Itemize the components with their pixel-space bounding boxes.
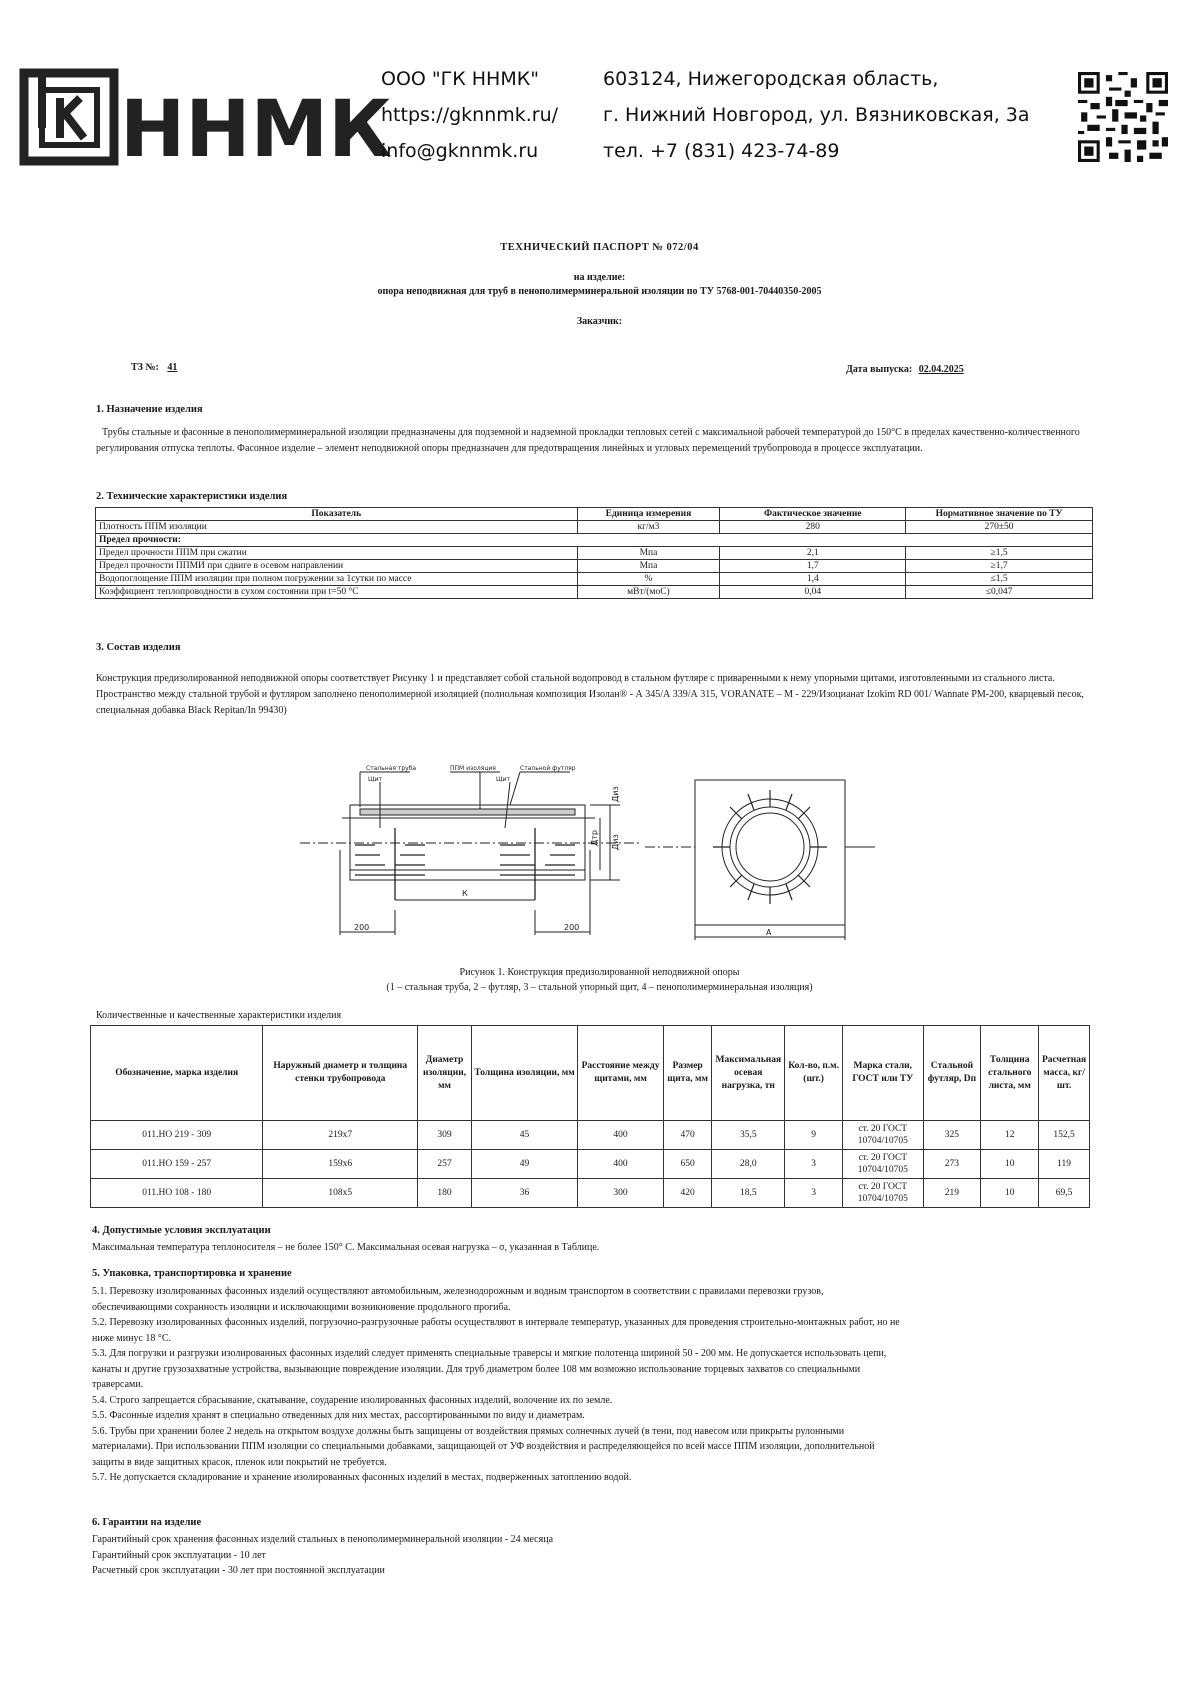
- company-website-link[interactable]: https://gknnmk.ru/: [381, 104, 559, 126]
- label-diz-top: Диз: [611, 786, 620, 802]
- table-row: [96, 547, 1093, 560]
- table-cell: 35,5: [712, 1121, 785, 1150]
- tz-label: ТЗ №:: [131, 362, 159, 373]
- company-name: ООО "ГК ННМК": [381, 68, 539, 90]
- address-line-2: г. Нижний Новгород, ул. Вязниковская, 3а: [603, 104, 1030, 126]
- column-header: Фактическое значение: [720, 508, 906, 521]
- table-cell: 28,0: [712, 1150, 785, 1179]
- table-cell: ст. 20 ГОСТ 10704/10705: [843, 1150, 924, 1179]
- text-line: Гарантийный срок хранения фасонных изделий стальных в пенополимерминеральной изоляции - 24 месяца: [92, 1534, 554, 1545]
- table-row: [96, 573, 1093, 586]
- table-cell: ст. 20 ГОСТ 10704/10705: [843, 1121, 924, 1150]
- table-cell: 270±50: [906, 521, 1093, 534]
- table-cell: 650: [663, 1150, 712, 1179]
- table-cell: 257: [418, 1150, 472, 1179]
- issue-date-field: [846, 364, 964, 375]
- figure-caption: Рисунок 1. Конструкция предизолированной неподвижной опоры: [459, 967, 740, 978]
- table-row: [96, 586, 1093, 599]
- section-1-text: Трубы стальные и фасонные в пенополимерминеральной изоляции предназначены для подземной и надземной прокладки тепловых сетей с максимальной рабочей температурой до 150°С в пределах качественно-количественного регулирования отпуска теплоты. Фасонное изделие – элемент неподвижной опоры предназначен для предотвращения линейных и угловых перемещений трубопровода в процессе эксплуатации.: [96, 427, 1080, 454]
- table-cell: 011.НО 159 - 257: [91, 1150, 263, 1179]
- table-cell: 10: [981, 1179, 1039, 1208]
- column-header: Единица измерения: [577, 508, 720, 521]
- table-cell: ≤1,5: [906, 573, 1093, 586]
- text-line: Расчетный срок эксплуатации - 30 лет при постоянной эксплуатации: [92, 1565, 385, 1576]
- table-cell: 119: [1039, 1150, 1090, 1179]
- logo-text: ННМК: [120, 85, 392, 175]
- column-header: Марка стали, ГОСТ или ТУ: [843, 1026, 924, 1121]
- table-cell: 219х7: [263, 1121, 418, 1150]
- text-line: траверсами.: [92, 1379, 144, 1390]
- support-drawing: [300, 750, 880, 945]
- table-cell: 0,04: [720, 586, 906, 599]
- table-cell: Предел прочности ППМ при сжатии: [96, 547, 578, 560]
- text-line: 5.7. Не допускается складирование и хранение изолированных фасонных изделий в местах, подверженных затоплению водой.: [92, 1472, 632, 1483]
- label-shield-1: Щит: [368, 776, 382, 783]
- table-cell: 219: [923, 1179, 981, 1208]
- logo-mark-icon: [22, 68, 392, 175]
- column-header: Расстояние между щитами, мм: [578, 1026, 664, 1121]
- column-header: Размер щита, мм: [663, 1026, 712, 1121]
- table-cell: 273: [923, 1150, 981, 1179]
- tz-value: 41: [167, 362, 178, 373]
- table-cell: 49: [471, 1150, 577, 1179]
- section-3-heading: 3. Состав изделия: [96, 642, 181, 653]
- table-cell: %: [577, 573, 720, 586]
- column-header: Толщина изоляции, мм: [471, 1026, 577, 1121]
- table-row: [91, 1121, 1090, 1150]
- company-logo: [22, 68, 392, 175]
- table-cell: 45: [471, 1121, 577, 1150]
- column-header: Кол-во, п.м. (шт.): [785, 1026, 843, 1121]
- company-contacts: [381, 61, 558, 169]
- table-cell: 108х5: [263, 1179, 418, 1208]
- table-cell: 10: [981, 1150, 1039, 1179]
- table-cell: 18,5: [712, 1179, 785, 1208]
- section-4-text: Максимальная температура теплоносителя – не более 150° С. Максимальная осевая нагрузка – σ, указанная в Таблице.: [92, 1242, 600, 1253]
- table-cell: 36: [471, 1179, 577, 1208]
- text-line: защиты в виде защитных красок, пленок или покрытий не требуется.: [92, 1456, 387, 1468]
- column-header: Максимальная осевая нагрузка, тн: [712, 1026, 785, 1121]
- column-header: Расчетная масса, кг/шт.: [1039, 1026, 1090, 1121]
- label-steel-casing: Стальной футляр: [520, 765, 576, 772]
- label-ppm-insulation: ППМ изоляция: [450, 765, 496, 772]
- table-cell: 325: [923, 1121, 981, 1150]
- table-cell: Водопоглощение ППМ изоляции при полном погружении за 1сутки по массе: [96, 573, 578, 586]
- table-cell: 309: [418, 1121, 472, 1150]
- table-cell: 69,5: [1039, 1179, 1090, 1208]
- customer-label: Заказчик:: [576, 316, 623, 327]
- table-cell: кг/м3: [577, 521, 720, 534]
- subject-text: опора неподвижная для труб в пенополимерминеральной изоляции по ТУ 5768-001-70440350-2005: [377, 286, 822, 297]
- table-cell: 3: [785, 1150, 843, 1179]
- table-cell: 3: [785, 1179, 843, 1208]
- label-200-left: 200: [354, 923, 370, 932]
- text-line: Гарантийный срок эксплуатации - 10 лет: [92, 1549, 266, 1561]
- column-header: Наружный диаметр и толщина стенки трубопровода: [263, 1026, 418, 1121]
- table-row: [96, 560, 1093, 573]
- table-header-row: [91, 1026, 1090, 1121]
- table-cell: 011.НО 219 - 309: [91, 1121, 263, 1150]
- table-cell: 280: [720, 521, 906, 534]
- table-row: [91, 1150, 1090, 1179]
- text-line: 5.1. Перевозку изолированных фасонных изделий осуществляют автомобильным, железнодорожным и водным транспортом в соответствии с правилами перевозки грузов,: [92, 1286, 824, 1297]
- table-cell: Мпа: [577, 547, 720, 560]
- figure-legend: (1 – стальная труба, 2 – футляр, 3 – стальной упорный щит, 4 – пенополимерминеральная изоляция): [386, 982, 813, 993]
- column-header: Стальной футляр, Dп: [923, 1026, 981, 1121]
- subject-label: на изделие:: [573, 272, 626, 283]
- table-cell: 1,7: [720, 560, 906, 573]
- section-5-text: [92, 1284, 1102, 1486]
- label-k: К: [462, 889, 468, 898]
- column-header: Толщина стального листа, мм: [981, 1026, 1039, 1121]
- table-cell: Коэффициент теплопроводности в сухом состоянии при t=50 °С: [96, 586, 578, 599]
- table-cell: 9: [785, 1121, 843, 1150]
- table-cell: 011.НО 108 - 180: [91, 1179, 263, 1208]
- table-cell: 159х6: [263, 1150, 418, 1179]
- section-3-text: Конструкция предизолированной неподвижной опоры соответствует Рисунку 1 и представляет собой стальной водопровод в стальном футляре с приваренными к нему упорными щитами, изготовленными из стального листа. Пространство между стальной трубой и футляром заполнено пенополимерной изоляцией (полиольная композиция Изолан® - А 345/А 339/А 315, VORANATE – М - 229/Изоцианат Izokim RD 001/ Wannate PM-200, кварцевый песок, специальная добавка Black Repitan/In 99430): [96, 673, 1084, 716]
- text-line: материалами). При использовании ППМ изоляции со специальными добавками, защищающей от УФ воздействия и распределяющейся по всей массе ППМ изоляции, дополнительной: [92, 1441, 875, 1452]
- table-row: [91, 1179, 1090, 1208]
- table-cell: ≤0,047: [906, 586, 1093, 599]
- table-cell: мВт/(моС): [577, 586, 720, 599]
- section-1-heading: 1. Назначение изделия: [96, 404, 203, 415]
- column-header: Показатель: [96, 508, 578, 521]
- table-cell: Мпа: [577, 560, 720, 573]
- table-cell: 180: [418, 1179, 472, 1208]
- label-dtr: Дтр: [590, 830, 599, 846]
- text-line: канаты и другие грузозахватные устройства, вызывающие повреждение изоляции. Для труб диаметром более 108 мм возможно использование торцевых захватов со специальными: [92, 1363, 861, 1375]
- qr-code-icon: [1078, 72, 1168, 162]
- table-cell: 300: [578, 1179, 664, 1208]
- tz-field: [131, 362, 177, 373]
- text-line: 5.6. Трубы при хранении более 2 недель на открытом воздухе должны быть защищены от воздействия прямых солнечных лучей (в тени, под навесом или прикрыты рулонными: [92, 1425, 845, 1437]
- table-group-cell: Предел прочности:: [96, 534, 1093, 547]
- text-line: обеспечивающими сохранность изоляции и исключающими возникновение продольного прогиба.: [92, 1301, 511, 1313]
- company-address: [603, 61, 1030, 169]
- section-4-heading: 4. Допустимые условия эксплуатации: [92, 1225, 271, 1236]
- table-cell: 400: [578, 1150, 664, 1179]
- product-table-caption: Количественные и качественные характеристики изделия: [96, 1010, 342, 1021]
- table-row: [96, 534, 1093, 547]
- table-row: [96, 521, 1093, 534]
- table-cell: 420: [663, 1179, 712, 1208]
- table-cell: ≥1,5: [906, 547, 1093, 560]
- date-value: 02.04.2025: [918, 364, 964, 375]
- product-table: [90, 1025, 1090, 1208]
- table-cell: 12: [981, 1121, 1039, 1150]
- date-label: Дата выпуска:: [846, 364, 913, 375]
- label-steel-pipe: Стальная труба: [366, 765, 417, 772]
- column-header: Нормативное значение по ТУ: [906, 508, 1093, 521]
- text-line: 5.4. Строго запрещается сбрасывание, скатывание, соударение изолированных фасонных изделий, волочение их по земле.: [92, 1394, 613, 1406]
- column-header: Обозначение, марка изделия: [91, 1026, 263, 1121]
- column-header: Диаметр изоляции, мм: [418, 1026, 472, 1121]
- table-cell: Предел прочности ППМИ при сдвиге в осевом направлении: [96, 560, 578, 573]
- table-cell: 2,1: [720, 547, 906, 560]
- section-5-heading: 5. Упаковка, транспортировка и хранение: [92, 1268, 292, 1279]
- text-line: 5.5. Фасонные изделия хранят в специально отведенных для них местах, рассортированными по виду и диаметрам.: [92, 1410, 585, 1421]
- section-6-text: [92, 1532, 1102, 1579]
- table-cell: Плотность ППМ изоляции: [96, 521, 578, 534]
- text-line: ниже минус 18 °С.: [92, 1332, 172, 1344]
- section-2-heading: 2. Технические характеристики изделия: [96, 491, 288, 502]
- company-email-link[interactable]: info@gknnmk.ru: [381, 140, 539, 162]
- section-6-heading: 6. Гарантии на изделие: [92, 1517, 202, 1528]
- table-header-row: [96, 508, 1093, 521]
- phone-line: тел. +7 (831) 423-74-89: [603, 140, 840, 162]
- tech-characteristics-table: [95, 507, 1093, 599]
- label-200-right: 200: [564, 923, 580, 932]
- table-cell: 152,5: [1039, 1121, 1090, 1150]
- label-diz: Диз: [611, 834, 620, 850]
- table-cell: ≥1,7: [906, 560, 1093, 573]
- text-line: 5.3. Для погрузки и разгрузки изолированных фасонных изделий следует применять специальные траверсы и мягкие полотенца шириной 50 - 200 мм. Не допускается использовать цепи,: [92, 1348, 887, 1359]
- label-a: А: [766, 928, 772, 937]
- address-line-1: 603124, Нижегородская область,: [603, 68, 939, 90]
- table-cell: ст. 20 ГОСТ 10704/10705: [843, 1179, 924, 1208]
- label-shield-2: Щит: [496, 776, 510, 783]
- table-cell: 470: [663, 1121, 712, 1150]
- passport-title: ТЕХНИЧЕСКИЙ ПАСПОРТ № 072/04: [500, 242, 699, 253]
- table-cell: 1,4: [720, 573, 906, 586]
- table-cell: 400: [578, 1121, 664, 1150]
- text-line: 5.2. Перевозку изолированных фасонных изделий, погрузочно-разгрузочные работы осуществляют в интервале температур, указанных для проведения строительно-монтажных работ, но не: [92, 1317, 900, 1328]
